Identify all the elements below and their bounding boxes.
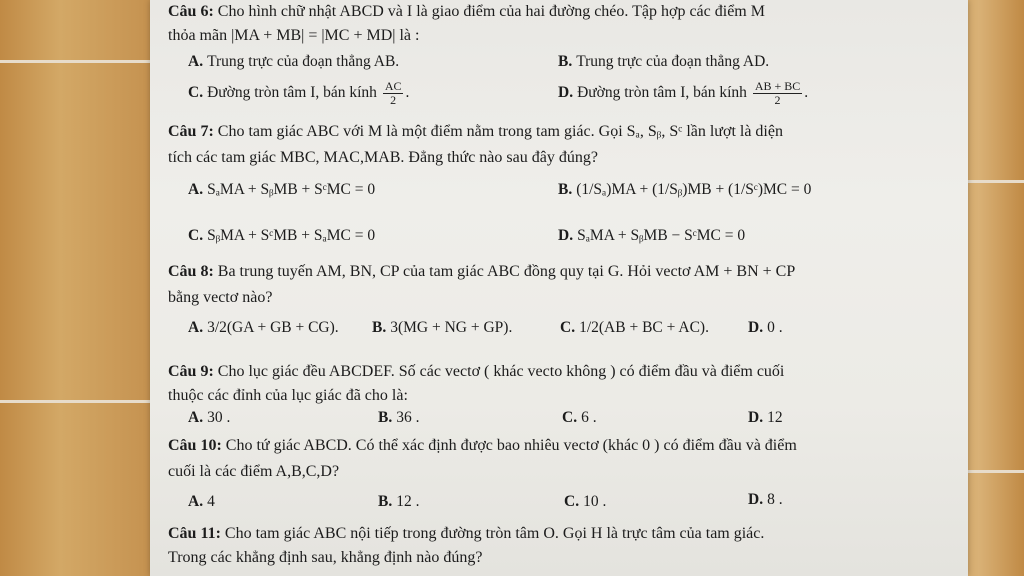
question-6-option-c: C. Đường tròn tâm I, bán kính $\frac{AC}{2}$ . <box>188 79 410 107</box>
fraction: $\frac{AC}{2}$ <box>384 79 402 107</box>
wood-table-left <box>0 0 150 576</box>
question-7-line2: tích các tam giác MBC, MAC,MAB. Đẳng thức nào sau đây đúng? <box>168 149 598 166</box>
question-9-line2: thuộc các đỉnh của lục giác đã cho là: <box>168 387 408 404</box>
question-8-line2: bằng vectơ nào? <box>168 289 273 306</box>
question-9-option-d: D. 12 <box>748 409 783 426</box>
question-9-line1: Câu 9: Cho lục giác đều ABCDEF. Số các vectơ ( khác vecto không ) có điểm đầu và điểm cuối <box>168 363 785 380</box>
exam-paper <box>150 0 968 576</box>
question-6-line1: Câu 6: Cho hình chữ nhật ABCD và I là giao điểm của hai đường chéo. Tập hợp các điểm M <box>168 3 765 20</box>
question-8-option-b: B. 3(MG + NG + GP). <box>372 319 513 336</box>
question-10-line2: cuối là các điểm A,B,C,D? <box>168 463 340 480</box>
question-8-option-c: C. 1/2(AB + BC + AC). <box>560 319 709 336</box>
question-7-option-a: A. SₐMA + SᵦMB + SᶜMC = 0 <box>188 181 376 198</box>
tile-grout <box>0 60 150 63</box>
question-10-option-a: A. 4 <box>188 493 215 510</box>
question-8-line1: Câu 8: Ba trung tuyến AM, BN, CP của tam giác ABC đồng quy tại G. Hỏi vectơ AM + BN + CP <box>168 263 796 280</box>
question-9-option-a: A. 30 . <box>188 409 231 426</box>
question-10-option-b: B. 12 . <box>378 493 420 510</box>
question-9-option-c: C. 6 . <box>562 409 597 426</box>
question-6-line2: thỏa mãn |MA + MB| = |MC + MD| là : <box>168 27 420 44</box>
question-7-option-c: C. SᵦMA + SᶜMB + SₐMC = 0 <box>188 227 376 244</box>
question-7-option-b: B. (1/Sₐ)MA + (1/Sᵦ)MB + (1/Sᶜ)MC = 0 <box>558 181 812 198</box>
question-7-line1: Câu 7: Cho tam giác ABC với M là một điểm nằm trong tam giác. Gọi Sₐ, Sᵦ, Sᶜ lần lượt là diện <box>168 123 783 140</box>
tile-grout <box>0 400 150 403</box>
question-8-option-a: A. 3/2(GA + GB + CG). <box>188 319 339 336</box>
question-8-option-d: D. 0 . <box>748 319 783 336</box>
fraction: $\frac{AB + BC}{2}$ <box>754 79 801 107</box>
question-9-option-b: B. 36 . <box>378 409 420 426</box>
question-6-option-a: A. Trung trực của đoạn thẳng AB. <box>188 53 400 70</box>
question-11-line1: Câu 11: Cho tam giác ABC nội tiếp trong đường tròn tâm O. Gọi H là trực tâm của tam giác. <box>168 525 765 542</box>
question-7-option-d: D. SₐMA + SᵦMB − SᶜMC = 0 <box>558 227 746 244</box>
question-11-line2: Trong các khẳng định sau, khẳng định nào đúng? <box>168 549 483 566</box>
question-10-option-d: D. 8 . <box>748 491 783 508</box>
question-10-line1: Câu 10: Cho tứ giác ABCD. Có thể xác định được bao nhiêu vectơ (khác 0 ) có điểm đầu và điểm <box>168 437 797 454</box>
question-6-option-b: B. Trung trực của đoạn thẳng AD. <box>558 53 770 70</box>
question-6-option-d: D. Đường tròn tâm I, bán kính $\frac{AB + BC}{2}$ . <box>558 79 809 107</box>
question-10-option-c: C. 10 . <box>564 493 607 510</box>
